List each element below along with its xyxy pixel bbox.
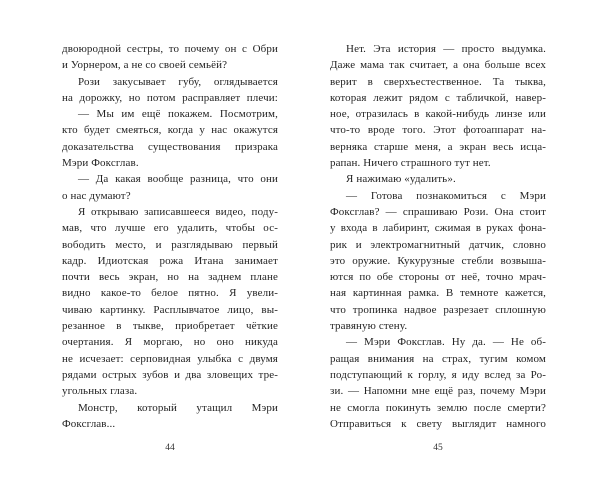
- text-line: верит в сверхъестественное. Та тыква,: [330, 75, 546, 88]
- text-line: Рози закусывает губу, оглядывается: [78, 75, 278, 88]
- text-line: Фоксглав...: [62, 417, 116, 430]
- text-line: что-то вроде того. Этот фотоаппарат на-: [330, 124, 546, 137]
- text-line: и Уорнером, а не со своей семьёй?: [62, 59, 228, 72]
- text-line: которая лежит рядом с табличкой, навер-: [330, 91, 546, 104]
- text-line: ращая внимания на страх, тугим комом: [330, 352, 546, 365]
- text-line: кто будет смеяться, когда у нас окажутся: [62, 124, 278, 137]
- text-line: не исчезает: серповидная улыбка с двумя: [62, 352, 278, 365]
- text-line: очертания. Я моргаю, но оно никуда: [62, 336, 278, 349]
- text-line: Я нажимаю «удалить».: [346, 173, 456, 186]
- text-line: ются по обе стороны от неё, точно мрач-: [330, 271, 546, 284]
- text-line: — Готова познакомиться с Мэри: [346, 189, 546, 202]
- text-line: угольных глаза.: [62, 385, 138, 398]
- text-line: Я открываю записавшееся видео, поду-: [78, 205, 278, 218]
- text-line: вободить место, и разглядываю первый: [62, 238, 278, 251]
- text-line: — Мэри Фоксглав. Ну да. — Не об-: [346, 336, 546, 349]
- text-line: это оружие. Кукурузные стебли возвыша-: [330, 254, 546, 267]
- text-line: подступающий к горлу, я иду вслед за Ро-: [330, 368, 546, 381]
- text-line: Нет. Эта история — просто выдумка.: [346, 43, 546, 55]
- text-line: чиваю картинку. Расплывчатое лицо, вы-: [62, 303, 278, 316]
- text-line: у входа в лабиринт, сжимая в руках фона-: [330, 222, 546, 235]
- text-line: на дорожку, но потом расправляет плечи:: [62, 91, 278, 104]
- page-number-left: 44: [165, 443, 175, 453]
- text-line: рик и электромагнитный датчик, словно: [330, 238, 546, 251]
- text-line: видно какое-то белое пятно. Я увели-: [62, 287, 278, 300]
- text-line: Даже мама так считает, а она больше всех: [330, 59, 546, 72]
- text-line: зи. — Напомни мне ещё раз, почему Мэри: [330, 385, 546, 398]
- text-line: не смогла покинуть землю после смерти?: [330, 401, 546, 414]
- text-line: кадр. Идиотская рожа Итана занимает: [62, 254, 278, 267]
- text-line: мав, что лучше его удалить, чтобы ос-: [62, 222, 278, 235]
- text-line: Мэри Фоксглав.: [62, 157, 139, 170]
- text-line: Монстр, который утащил Мэри: [78, 401, 278, 414]
- text-line: что тропинка надвое разрезает сплошную: [330, 303, 546, 316]
- page-left-text: [62, 41, 278, 432]
- text-line: рапан. Ничего страшного тут нет.: [330, 157, 491, 170]
- page-number-right: 45: [433, 443, 443, 453]
- text-line: — Да какая вообще разница, что они: [78, 173, 278, 186]
- text-line: травяную стену.: [330, 320, 408, 333]
- text-line: о нас думают?: [62, 189, 131, 202]
- text-line: ное, отразилась в какой-нибудь линзе или: [330, 108, 546, 121]
- text-line: ная картинная рамка. В темноте кажется,: [330, 287, 546, 300]
- text-line: почти весь экран, но на заднем плане: [62, 271, 278, 284]
- text-line: — Мы им ещё покажем. Посмотрим,: [78, 108, 278, 121]
- text-line: доказательства существования призрака: [62, 140, 278, 153]
- text-line: Отправиться к свету выглядит намного: [330, 417, 546, 430]
- text-line: двоюродной сестры, то почему он с Обри: [62, 43, 278, 55]
- text-line: рядами острых зубов и два зловещих тре-: [62, 368, 278, 381]
- page-right-text: [330, 41, 546, 432]
- text-line: резанное в тыкве, приобретает чёткие: [62, 320, 278, 333]
- text-line: верняка старше меня, а экран весь исца-: [330, 140, 546, 153]
- text-line: Фоксглав? — спрашиваю Рози. Она стоит: [330, 205, 546, 218]
